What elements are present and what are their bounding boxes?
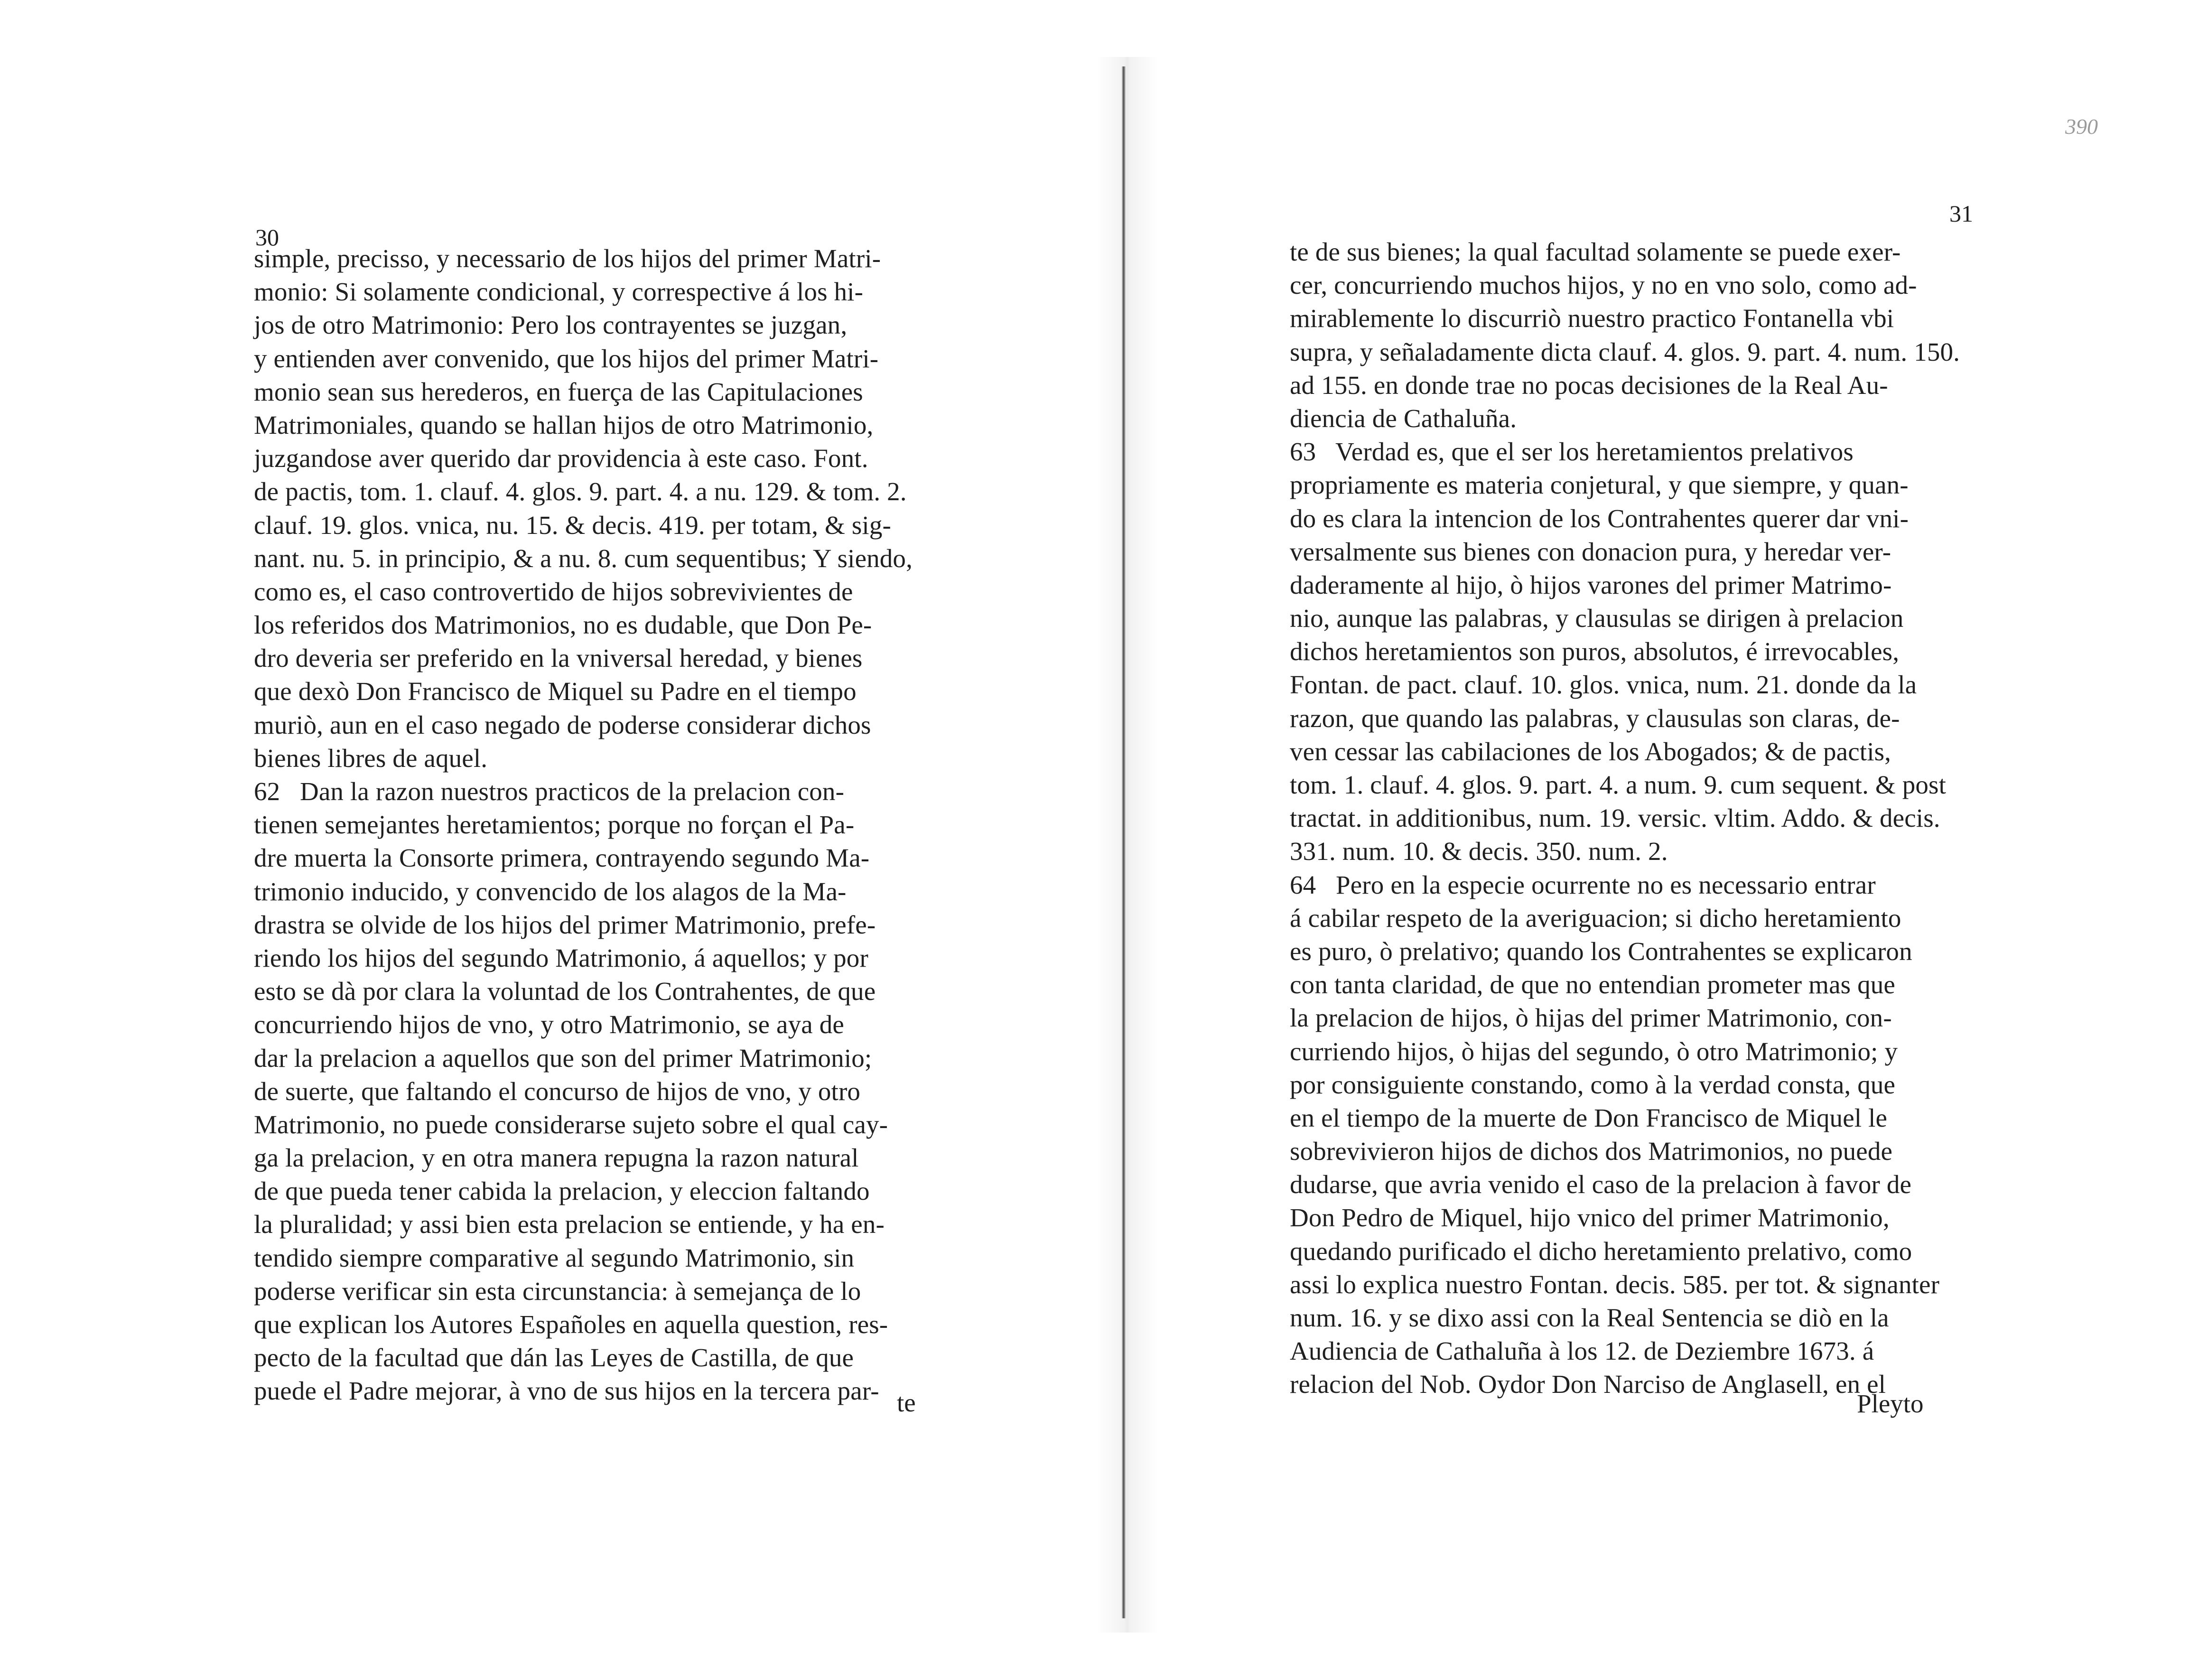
text-line: assi lo explica nuestro Fontan. decis. 585. per tot. & signanter	[1290, 1269, 1940, 1299]
gutter-shadow	[1096, 57, 1158, 1633]
book-gutter	[1122, 66, 1126, 1618]
text-line: monio: Si solamente condicional, y correspective á los hi-	[254, 277, 864, 307]
text-line: 64 Pero en la especie ocurrente no es necessario entrar	[1290, 870, 1876, 899]
text-line: que dexò Don Francisco de Miquel su Padre en el tiempo	[254, 677, 857, 706]
text-line: nant. nu. 5. in principio, & a nu. 8. cum sequentibus; Y siendo,	[254, 543, 913, 573]
text-line: nio, aunque las palabras, y clausulas se dirigen à prelacion	[1290, 604, 1904, 633]
text-line: 63 Verdad es, que el ser los heretamientos prelativos	[1290, 437, 1854, 467]
text-line: tractat. in additionibus, num. 19. versic. vltim. Addo. & decis.	[1290, 803, 1940, 833]
text-line: do es clara la intencion de los Contrahentes querer dar vni-	[1290, 504, 1909, 533]
right-page-text	[1290, 235, 1963, 1401]
text-line: sobrevivieron hijos de dichos dos Matrimonios, no puede	[1290, 1137, 1893, 1166]
text-line: bienes libres de aquel.	[254, 743, 488, 773]
text-line: muriò, aun en el caso negado de poderse considerar dichos	[254, 710, 871, 739]
text-line: de pactis, tom. 1. clauf. 4. glos. 9. part. 4. a nu. 129. & tom. 2.	[254, 477, 907, 506]
text-line: propriamente es materia conjetural, y que siempre, y quan-	[1290, 470, 1909, 500]
text-line: simple, precisso, y necessario de los hijos del primer Matri-	[254, 244, 881, 273]
text-line: dudarse, que avria venido el caso de la prelacion à favor de	[1290, 1170, 1912, 1199]
text-line: que explican los Autores Españoles en aquella question, res-	[254, 1310, 888, 1339]
text-line: 62 Dan la razon nuestros practicos de la prelacion con-	[254, 777, 845, 806]
text-line: esto se dà por clara la voluntad de los Contrahentes, de que	[254, 977, 876, 1006]
text-line: la pluralidad; y assi bien esta prelacion se entiende, y ha en-	[254, 1210, 885, 1239]
text-line: monio sean sus herederos, en fuerça de las Capitulaciones	[254, 377, 863, 406]
text-line: por consiguiente constando, como à la verdad consta, que	[1290, 1070, 1896, 1099]
text-line: jos de otro Matrimonio: Pero los contrayentes se juzgan,	[254, 310, 848, 340]
text-line: en el tiempo de la muerte de Don Francisco de Miquel le	[1290, 1103, 1888, 1132]
text-line: clauf. 19. glos. vnica, nu. 15. & decis. 419. per totam, & sig-	[254, 510, 891, 540]
text-line: Matrimonio, no puede considerarse sujeto sobre el qual cay-	[254, 1110, 888, 1139]
text-line: á cabilar respeto de la averiguacion; si dicho heretamiento	[1290, 903, 1901, 933]
text-line: diencia de Cathaluña.	[1290, 403, 1517, 433]
text-line: versalmente sus bienes con donacion pura, y heredar ver-	[1290, 537, 1891, 566]
text-line: quedando purificado el dicho heretamiento prelativo, como	[1290, 1236, 1912, 1266]
archive-folio-mark: 390	[2065, 114, 2098, 139]
text-line: juzgandose aver querido dar providencia à este caso. Font.	[254, 444, 868, 473]
text-line: tendido siempre comparative al segundo Matrimonio, sin	[254, 1243, 855, 1272]
text-line: tienen semejantes heretamientos; porque no forçan el Pa-	[254, 810, 855, 840]
text-line: de que pueda tener cabida la prelacion, y eleccion faltando	[254, 1176, 870, 1206]
text-line: Audiencia de Cathaluña à los 12. de Deziembre 1673. á	[1290, 1336, 1874, 1366]
left-page-number: 30	[255, 224, 279, 251]
text-line: relacion del Nob. Oydor Don Narciso de Anglasell, en el	[1290, 1370, 1886, 1399]
text-line: los referidos dos Matrimonios, no es dudable, que Don Pe-	[254, 610, 872, 640]
text-line: 331. num. 10. & decis. 350. num. 2.	[1290, 837, 1668, 866]
text-line: poderse verificar sin esta circunstancia: à semejança de lo	[254, 1276, 861, 1306]
text-line: te de sus bienes; la qual facultad solamente se puede exer-	[1290, 237, 1901, 266]
text-line: puede el Padre mejorar, à vno de sus hijos en la tercera par-	[254, 1376, 879, 1406]
text-line: pecto de la facultad que dán las Leyes de Castilla, de que	[254, 1343, 854, 1372]
text-line: trimonio inducido, y convencido de los alagos de la Ma-	[254, 877, 847, 906]
text-line: tom. 1. clauf. 4. glos. 9. part. 4. a num. 9. cum sequent. & post	[1290, 770, 1947, 799]
text-line: razon, que quando las palabras, y clausulas son claras, de-	[1290, 703, 1900, 733]
text-line: es puro, ò prelativo; quando los Contrahentes se explicaron	[1290, 936, 1912, 966]
text-line: dichos heretamientos son puros, absolutos, é irrevocables,	[1290, 637, 1900, 666]
text-line: Don Pedro de Miquel, hijo vnico del primer Matrimonio,	[1290, 1203, 1890, 1232]
text-line: daderamente al hijo, ò hijos varones del primer Matrimo-	[1290, 570, 1892, 599]
text-line: ga la prelacion, y en otra manera repugna la razon natural	[254, 1143, 859, 1173]
text-line: curriendo hijos, ò hijas del segundo, ò otro Matrimonio; y	[1290, 1036, 1898, 1066]
text-line: dro deveria ser preferido en la vniversal heredad, y bienes	[254, 644, 863, 673]
text-line: la prelacion de hijos, ò hijas del primer Matrimonio, con-	[1290, 1003, 1892, 1033]
text-line: como es, el caso controvertido de hijos sobrevivientes de	[254, 577, 853, 606]
text-line: dre muerta la Consorte primera, contrayendo segundo Ma-	[254, 843, 870, 873]
text-line: con tanta claridad, de que no entendian prometer mas que	[1290, 970, 1895, 999]
text-line: drastra se olvide de los hijos del primer Matrimonio, prefe-	[254, 910, 876, 939]
text-line: Matrimoniales, quando se hallan hijos de otro Matrimonio,	[254, 410, 874, 439]
text-line: de suerte, que faltando el concurso de hijos de vno, y otro	[254, 1076, 861, 1106]
text-line: num. 16. y se dixo assi con la Real Sentencia se diò en la	[1290, 1303, 1889, 1332]
text-line: ad 155. en donde trae no pocas decisiones de la Real Au-	[1290, 370, 1888, 400]
text-line: ven cessar las cabilaciones de los Abogados; & de pactis,	[1290, 737, 1891, 766]
right-catchword: Pleyto	[1857, 1389, 1924, 1418]
text-line: riendo los hijos del segundo Matrimonio, á aquellos; y por	[254, 943, 868, 972]
right-page-number: 31	[1949, 200, 1973, 227]
text-line: concurriendo hijos de vno, y otro Matrimonio, se aya de	[254, 1010, 844, 1039]
text-line: cer, concurriendo muchos hijos, y no en vno solo, como ad-	[1290, 271, 1917, 300]
text-line: y entienden aver convenido, que los hijos del primer Matri-	[254, 344, 879, 373]
text-line: dar la prelacion a aquellos que son del primer Matrimonio;	[254, 1043, 872, 1073]
left-page-text	[254, 242, 964, 1408]
left-catchword: te	[897, 1388, 916, 1417]
text-line: supra, y señaladamente dicta clauf. 4. glos. 9. part. 4. num. 150.	[1290, 337, 1960, 366]
text-line: mirablemente lo discurriò nuestro practico Fontanella vbi	[1290, 304, 1894, 333]
text-line: Fontan. de pact. clauf. 10. glos. vnica, num. 21. donde da la	[1290, 670, 1917, 700]
